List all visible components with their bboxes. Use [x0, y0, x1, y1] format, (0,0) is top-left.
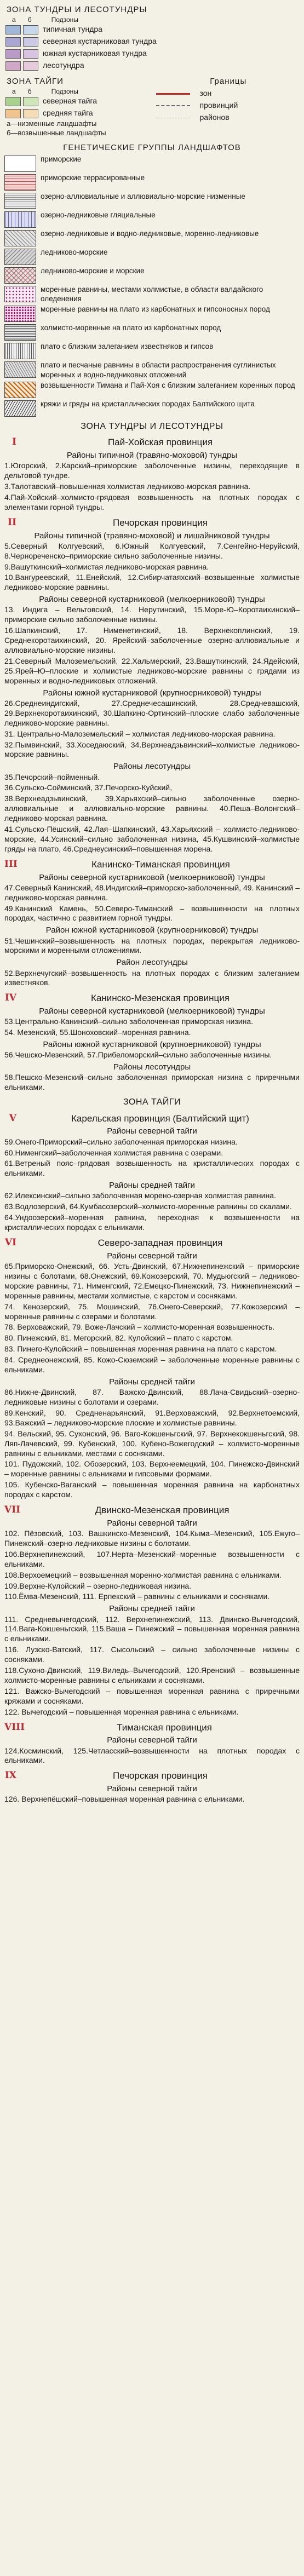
tundra-legend-title: ЗОНА ТУНДРЫ И ЛЕСОТУНДРЫ [7, 5, 147, 14]
genetic-rows [4, 154, 300, 417]
genetic-group-row [4, 399, 300, 417]
border-label: районов [199, 113, 230, 122]
genetic-group-row [4, 154, 300, 172]
province-name: Канинско-Мезенская провинция [91, 993, 230, 1004]
border-line-sample [156, 105, 190, 106]
district-description: 61.Ветреный пояс–грядовая возвышенность на кристаллических породах с ельниками. [4, 1159, 300, 1178]
genetic-group-row [4, 210, 300, 228]
taiga-ab-header [12, 88, 150, 95]
district-heading: Районы северной тайги [107, 1126, 197, 1136]
legend-row [5, 107, 150, 119]
province-number: II [8, 516, 16, 528]
district-description: 124.Косминский, 125.Четласский–возвышенности на плотных породах с ельниками. [4, 1746, 300, 1765]
district-description: 56.Чешско-Мезенский, 57.Прибеломорский–сильно заболоченные низины. [4, 1050, 272, 1060]
district-heading: Районы северной тайги [107, 1784, 197, 1794]
subzones-label: Подзоны [51, 16, 78, 24]
district-description: 1.Югорский, 2.Карский–приморские заболоченные низины, переходящие в дельтовой тундре. [4, 461, 300, 480]
district-description: 35.Печорский–пойменный. [4, 772, 100, 781]
genetic-title: ГЕНЕТИЧЕСКИЕ ГРУППЫ ЛАНДШАФТОВ [63, 142, 241, 152]
genetic-group-row [4, 173, 300, 191]
province-heading [4, 859, 300, 871]
swatch-a [5, 49, 21, 59]
genetic-group-label: моренные равнины, местами холмистые, в области валдайского оледенения [41, 285, 263, 303]
province-number: V [9, 1112, 16, 1124]
legend-row [5, 24, 300, 36]
district-description: 10.Вангуреевский, 11.Енейский, 12.Сибирчатаяхский–возвышенные холмистые ледниково-морские равнины. [4, 573, 300, 592]
district-description: 16.Шапкинский, 17. Нименетинский, 18. Верхнекоплинский, 19. Среднекоротаихинский, 20. Ярейский–заболоченные озерно-аллювиальные и аллювиально-морские низины. [4, 626, 300, 655]
genetic-swatch [4, 306, 36, 322]
border-label: провинций [199, 101, 238, 110]
district-description: 78. Верховажский, 79. Воже-Лачский – холмисто-моренная возвышенность. [4, 1323, 275, 1332]
district-description: 62.Илексинский–сильно заболоченная морено-озерная холмистая равнина. [4, 1191, 276, 1200]
province-heading [4, 1113, 300, 1125]
district-heading: Районы типичной (травяно-моховой) тундры [66, 451, 238, 461]
province-heading [4, 1770, 300, 1782]
district-heading: Районы северной кустарниковой (мелкоерниковой) тундры [39, 595, 265, 605]
legend-label: средняя тайга [43, 108, 93, 118]
district-description: 21.Северный Малоземельский, 22.Хальмерский, 23.Вашуткинский, 24.Ядейский, 25.Ярей–Ю–плоские и холмистые ледниково-морские равнины с грядами из моренных и водно-ледниковых отложений. [4, 657, 300, 685]
genetic-swatch [4, 193, 36, 209]
swatch-a [5, 97, 21, 106]
district-description: 52.Верхнечугский–возвышенность на плотных породах с близким залеганием известняков. [4, 968, 300, 987]
district-description: 110.Ёмва-Мезенский, 111. Ерпекский – равнины с ельниками и сосняками. [4, 1592, 270, 1601]
district-description: 41.Сульско-Пёшский, 42.Лая–Шапкинский, 43.Харьяхский – холмисто-ледниково-морские, 44.Усинский–сильно заболоченная низина, 45.Кушвинский–холмистые гряды на плато, 46.Среднеусинский–повышенная морена. [4, 825, 300, 853]
district-description: 38.Верхнеадзьвинский, 39.Харьяхский–сильно заболоченные озерно-аллювиальные и аллювиально-морские равнины. 40.Пеша–Волонгский–ледниково-морская равнина. [4, 794, 300, 823]
border-row [156, 112, 300, 124]
province-number: IX [4, 1770, 16, 1781]
genetic-group-label: озерно-аллювиальные и аллювиально-морские низменные [41, 192, 245, 200]
district-description: 58.Пешско-Мезенский–сильно заболоченная приморская низина с приречными ельниками. [4, 1073, 300, 1092]
genetic-group-row [4, 304, 300, 322]
district-heading: Районы северной тайги [107, 1735, 197, 1745]
taiga-note-a: а—низменные ландшафты [7, 119, 97, 128]
district-description: 94. Вельский, 95. Сухонский, 96. Ваго-Кокшеньгский, 97. Верхнекокшеньгский, 98. Ляп-Лачевский, 99. Кубенский, 100. Кубено-Вожегодский – холмисто-моренные равнины с ельниками, местами с сосняками. [4, 1429, 300, 1458]
province-name: Печорская провинция [112, 1770, 208, 1781]
province-number: VIII [4, 1721, 25, 1733]
swatch-a [5, 109, 21, 118]
province-heading [4, 1237, 300, 1249]
district-description: 3.Талотавский–повышенная холмистая ледниково-морская равнина. [4, 482, 251, 491]
district-heading: Районы средней тайги [109, 1604, 195, 1614]
genetic-swatch [4, 324, 36, 341]
district-description: 4.Пай-Хойский–холмисто-грядовая возвышенность на плотных породах с элементами горной тундры. [4, 493, 300, 511]
district-heading: Районы северной тайги [107, 1518, 197, 1528]
swatch-b [23, 61, 38, 71]
genetic-swatch [4, 286, 36, 302]
province-name: Пай-Хойская провинция [107, 437, 213, 448]
district-description: 31. Центрально-Малоземельский – холмистая ледниково-морская равнина. [4, 729, 276, 738]
district-heading: Районы средней тайги [109, 1377, 195, 1387]
province-name: Двинско-Мезенская провинция [95, 1505, 230, 1516]
district-descriptions [4, 421, 300, 1804]
col-a-label: а [12, 16, 16, 24]
genetic-group-label: кряжи и гряды на кристаллических породах Балтийского щита [41, 399, 255, 408]
taiga-borders-block [4, 75, 300, 137]
province-name: Северо-западная провинция [97, 1238, 223, 1249]
district-description: 102. Пёзовский, 103. Вашкинско-Мезенский, 104.Кыма–Мезенский, 105.Ежуго–Пинежский–озерно-ледниковые низины с болотами. [4, 1529, 300, 1548]
district-description: 5.Северный Колгуевский, 6.Южный Колгуевский, 7.Сенгейно-Неруйский, 8.Чернореченско–приморские сильно заболоченные низины. [4, 541, 300, 560]
district-description: 32.Пымвинский, 33.Хоседаюский, 34.Верхнеадзьвинский–холмистые ледниково-морские равнины. [4, 740, 300, 759]
district-heading: Районы южной кустарниковой (крупноерниковой) тундры [43, 1040, 261, 1050]
genetic-group-label: плато с близким залеганием известняков и гипсов [41, 342, 214, 351]
border-line-sample [156, 93, 190, 95]
legend-label: северная тайга [43, 96, 97, 106]
district-description: 105. Кубенско-Ваганский – повышенная моренная равнина на карбонатных породах с карстом. [4, 1480, 300, 1499]
genetic-group-label: ледниково-морские и морские [41, 266, 145, 275]
swatch-a [5, 61, 21, 71]
district-description: 106.Вёрхнепинежский, 107.Нерта–Мезенский–моренные возвышенности с ельниками. [4, 1549, 300, 1568]
district-description: 121. Важско-Вычегодский – повышенная моренная равнина с приречными кряжами и сосняками. [4, 1686, 300, 1705]
district-description: 101. Пудожский, 102. Обозерский, 103. Верхнеемецкий, 104. Пинежско-Двинский – моренные равнины с ельниками и гипсовыми формами. [4, 1459, 300, 1479]
district-heading: Районы северной кустарниковой (мелкоерниковой) тундры [39, 872, 265, 882]
legend-label: типичная тундра [43, 25, 102, 34]
province-name: Печорская провинция [112, 517, 208, 528]
genetic-group-row [4, 266, 300, 284]
district-heading: Районы типичной (травяно-моховой) и лишайниковой тундры [34, 531, 270, 540]
genetic-swatch [4, 156, 36, 172]
district-description: 63.Водлозерский, 64.Кумбасозерский–холмисто-моренные равнины со скалами. [4, 1202, 292, 1211]
swatch-b [23, 109, 38, 118]
genetic-group-row [4, 360, 300, 380]
district-description: 47.Северный Канинский, 48.Индигский–приморско-заболоченный, 49. Канинский – ледниково-морская равнина. [4, 883, 300, 902]
district-description: 26.Среднеиндигский, 27.Среднечесашинский, 28.Средневашский, 29.Верхнекоротаихинский, 30.Шапкино-Ортинский–плоские слабо заболоченные ледниково-морские равнины. [4, 698, 300, 727]
district-description: 54. Мезенский, 55.Шоноховский–моренная равнина. [4, 1028, 191, 1037]
genetic-groups [4, 142, 300, 417]
district-description: 89.Кенский, 90. Средненарьянский, 91.Верховажский, 92.Верхнетоемский, 93.Важский – ледниково-морские плоские и холмистые равнины. [4, 1408, 300, 1427]
province-number: III [4, 858, 18, 870]
district-description: 74. Кенозерский, 75. Мошинский, 76.Онего-Северский, 77.Кожозерский – моренные равнины с озерами и болотами. [4, 1302, 300, 1321]
swatch-b [23, 49, 38, 59]
legend-row [5, 60, 300, 72]
genetic-swatch [4, 400, 36, 417]
genetic-group-row [4, 248, 300, 265]
district-description: 60.Нименгский–заболоченная холмистая равнина с озерами. [4, 1148, 223, 1157]
genetic-swatch [4, 230, 36, 246]
legend-row [5, 95, 150, 107]
col-b-label: б [27, 88, 32, 96]
border-row [156, 100, 300, 112]
district-description: 9.Вашуткинский–холмистая ледниково-морская равнина. [4, 562, 209, 571]
province-heading [4, 992, 300, 1004]
genetic-swatch [4, 249, 36, 265]
swatch-b [23, 97, 38, 106]
border-row [156, 88, 300, 100]
tundra-legend [4, 4, 300, 72]
genetic-group-label: приморские террасированные [41, 173, 145, 182]
genetic-group-label: возвышенности Тимана и Пай-Хоя с близким залеганием коренных пород [41, 381, 295, 389]
genetic-swatch [4, 382, 36, 398]
legend-row [5, 36, 300, 48]
borders-legend [155, 75, 300, 137]
swatch-b [23, 25, 38, 34]
genetic-group-row [4, 342, 300, 359]
province-number: VII [4, 1504, 21, 1516]
province-heading [4, 436, 300, 449]
genetic-group-label: ледниково-морские [41, 248, 108, 256]
district-description: 109.Верхне-Кулойский – озерно-ледниковая низина. [4, 1581, 192, 1590]
province-heading [4, 1722, 300, 1734]
district-description: 126. Верхнепёшский–повышенная моренная равнина с ельниками. [4, 1795, 245, 1804]
district-heading: Район южной кустарниковой (крупноерниковой) тундры [45, 925, 259, 935]
district-description: 59.Онего-Приморский–сильно заболоченная приморская низина. [4, 1137, 238, 1146]
zone-heading: ЗОНА ТАЙГИ [123, 1097, 181, 1107]
district-heading: Районы средней тайги [109, 1181, 195, 1191]
province-name: Тиманская провинция [117, 1722, 212, 1733]
genetic-group-row [4, 192, 300, 209]
legend-row [5, 48, 300, 60]
zone-heading: ЗОНА ТУНДРЫ И ЛЕСОТУНДРЫ [81, 421, 223, 431]
district-description: 64.Ундоозерский–моренная равнина, переходная к возвышенности на кристаллических породах с ельниками. [4, 1213, 300, 1232]
province-name: Канинско-Тиманская провинция [91, 859, 230, 870]
district-description: 118.Сухоно-Двинский, 119.Виледь–Вычегодский, 120.Яренский – возвышенные холмисто-моренные равнины с ельниками и сосняками. [4, 1666, 300, 1684]
district-description: 116. Лузско-Ватский, 117. Сысольский – сильно заболоченные низины с сосняками. [4, 1645, 300, 1664]
genetic-swatch [4, 211, 36, 228]
tundra-legend-rows [4, 24, 300, 72]
border-label: зон [199, 89, 212, 98]
col-a-label: а [12, 88, 16, 96]
borders-title: Границы [210, 77, 247, 87]
genetic-swatch [4, 174, 36, 191]
district-heading: Район лесотундры [116, 958, 188, 968]
province-heading [4, 1504, 300, 1516]
subzones-label: Подзоны [51, 88, 78, 96]
taiga-note-b: б—возвышенные ландшафты [7, 129, 106, 137]
genetic-swatch [4, 361, 36, 378]
province-number: IV [4, 992, 16, 1004]
genetic-swatch [4, 267, 36, 284]
genetic-group-label: приморские [41, 154, 82, 163]
genetic-group-row [4, 381, 300, 398]
legend-label: лесотундра [43, 61, 84, 70]
genetic-group-label: плато и песчаные равнины в области распространения суглинистых моренных и водно-ледниковых отложений [41, 361, 276, 379]
province-name: Карельская провинция (Балтийский щит) [71, 1113, 249, 1124]
border-rows [155, 88, 300, 124]
district-heading: Районы северной тайги [107, 1251, 197, 1261]
taiga-legend-rows [4, 95, 150, 119]
district-description: 108.Верхоемецкий – возвышенная моренно-холмистая равнина с ельниками. [4, 1570, 282, 1579]
district-description: 122. Вычегодский – повышенная моренная равнина с ельниками. [4, 1707, 239, 1716]
tundra-ab-header [12, 16, 300, 24]
district-description: 111. Средневычегодский, 112. Верхнепинежский, 113. Двинско-Вычегодский, 114.Вага-Кокшеньгский, 115.Ваша – Пинежский – повышенная моренная равнина с ельниками. [4, 1614, 300, 1643]
province-number: VI [4, 1237, 16, 1249]
genetic-group-label: моренные равнины на плато из карбонатных и гипсоносных пород [41, 305, 270, 314]
genetic-group-label: холмисто-моренные на плато из карбонатных пород [41, 324, 221, 332]
genetic-group-label: озерно-ледниковые гляциальные [41, 210, 156, 219]
district-heading: Районы лесотундры [113, 1062, 191, 1072]
district-description: 36.Сульско-Сойминский, 37.Печорско-Куйский, [4, 783, 172, 792]
province-number: I [12, 436, 16, 448]
district-description: 49.Канинский Камень, 50.Северо-Тиманский – возвышенности на плотных породах, частично с развитием горной тундры. [4, 904, 300, 923]
swatch-a [5, 25, 21, 34]
taiga-legend [4, 75, 150, 137]
genetic-group-label: озерно-ледниковые и водно-ледниковые, моренно-ледниковые [41, 229, 259, 238]
legend-label: южная кустарниковая тундра [43, 49, 147, 58]
genetic-group-row [4, 229, 300, 246]
genetic-group-row [4, 285, 300, 304]
district-description: 86.Нижне-Двинский, 87. Важско-Двинский, 88.Лача-Свидьский–озерно-ледниковые низины с болотами и озерами. [4, 1388, 300, 1407]
taiga-legend-title: ЗОНА ТАЙГИ [7, 77, 64, 87]
swatch-a [5, 37, 21, 47]
swatch-b [23, 37, 38, 47]
district-description: 65.Приморско-Онежский, 66. Усть-Двинский, 67.Нижнепинежский – приморские низины с болотами, 68.Онежский, 69.Кожозерский, 70. Мудьюгский – ледниково-морские равнины, 71. Нименгский, 72.Емецко-Пинежский, 73. Нижнепинежский – моренные равнины, местами холмистые, с карстом и сосняками. [4, 1261, 300, 1300]
legend-label: северная кустарниковая тундра [43, 37, 157, 46]
genetic-swatch [4, 343, 36, 359]
district-description: 83. Пинего-Кулойский – повышенная моренная равнина на плато с карстом. [4, 1344, 277, 1354]
district-heading: Районы южной кустарниковой (крупноерниковой) тундры [43, 688, 261, 698]
genetic-group-row [4, 323, 300, 341]
district-description: 51.Чешинский–возвышенность на плотных породах, перекрытая ледниково-морскими и моренными отложениями. [4, 936, 300, 955]
district-heading: Районы лесотундры [113, 762, 191, 772]
district-description: 84. Среднеонежский, 85. Кожо-Сюземский – заболоченные моренные равнины с ельниками. [4, 1355, 300, 1375]
district-heading: Районы северной кустарниковой (мелкоерниковой) тундры [39, 1007, 265, 1016]
col-b-label: б [27, 16, 32, 24]
district-description: 53.Центрально-Канинский–сильно заболоченная приморская низина. [4, 1017, 254, 1026]
district-description: 13. Индига – Вельтовский, 14. Нерутинский, 15.Море-Ю–Коротаихинский–приморские сильно заболоченные низины. [4, 605, 300, 624]
district-description: 80. Пинежский, 81. Мегорский, 82. Кулойский – плато с карстом. [4, 1333, 233, 1343]
province-heading [4, 517, 300, 529]
